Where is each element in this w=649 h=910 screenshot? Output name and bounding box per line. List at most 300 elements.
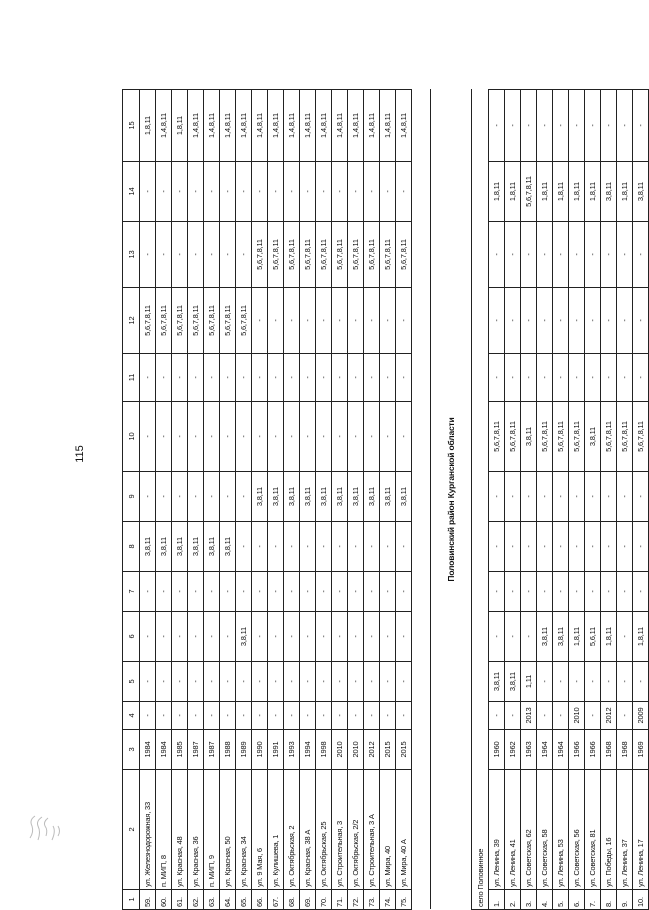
table-cell: -: [505, 222, 521, 288]
table-cell: -: [396, 612, 412, 662]
table-cell: 3,8,11: [521, 402, 537, 472]
table-cell: -: [268, 662, 284, 702]
table-cell: -: [332, 288, 348, 354]
column-number-15: 15: [123, 90, 140, 162]
table-cell: -: [569, 572, 585, 612]
table-cell: -: [633, 354, 649, 402]
address-cell: п. МИП, 8: [156, 770, 172, 890]
table-cell: -: [220, 662, 236, 702]
table-cell: 5,6,7,8,11: [380, 222, 396, 288]
column-number-8: 8: [123, 522, 140, 572]
table-cell: 1998: [316, 730, 332, 770]
address-cell: ул. Советская, 81: [585, 770, 601, 890]
table-cell: 75.: [396, 890, 412, 910]
table-cell: -: [300, 702, 316, 730]
table-cell: 1984: [140, 730, 156, 770]
table-cell: -: [489, 90, 505, 162]
table-cell: 3,8,11: [505, 662, 521, 702]
table-cell: -: [617, 572, 633, 612]
table-row: [316, 90, 332, 910]
table-row: [348, 90, 364, 910]
table-cell: -: [252, 702, 268, 730]
table-cell: -: [252, 522, 268, 572]
table-cell: -: [489, 522, 505, 572]
table-cell: -: [140, 402, 156, 472]
table-cell: 5,6,7,8,11: [172, 288, 188, 354]
table-cell: -: [521, 522, 537, 572]
table-cell: -: [300, 288, 316, 354]
table-cell: -: [364, 288, 380, 354]
table-cell: -: [396, 662, 412, 702]
table-cell: -: [617, 222, 633, 288]
table-cell: -: [633, 90, 649, 162]
table-row: [617, 90, 633, 910]
table-cell: -: [537, 90, 553, 162]
table-cell: 3,8,11: [489, 662, 505, 702]
address-cell: п. МИП, 9: [204, 770, 220, 890]
table-cell: -: [252, 162, 268, 222]
section-gap: [412, 90, 431, 910]
table-cell: -: [204, 162, 220, 222]
table-cell: -: [172, 472, 188, 522]
table-cell: -: [140, 354, 156, 402]
table-cell: -: [633, 522, 649, 572]
table-cell: 1,8,11: [537, 162, 553, 222]
table-cell: 59.: [140, 890, 156, 910]
housing-register-table: [122, 89, 649, 910]
table-cell: 1,4,8,11: [380, 90, 396, 162]
table-cell: -: [204, 612, 220, 662]
table-cell: 3,8,11: [537, 612, 553, 662]
table-cell: -: [348, 402, 364, 472]
table-cell: -: [252, 402, 268, 472]
table-cell: -: [380, 354, 396, 402]
table-cell: -: [601, 222, 617, 288]
table-cell: 5,6,7,8,11: [252, 222, 268, 288]
column-number-14: 14: [123, 162, 140, 222]
table-cell: -: [553, 288, 569, 354]
table-cell: -: [585, 288, 601, 354]
table-cell: 60.: [156, 890, 172, 910]
address-cell: ул. Красная, 36: [188, 770, 204, 890]
table-cell: 3,8,11: [284, 472, 300, 522]
table-cell: 1.: [489, 890, 505, 910]
table-cell: -: [188, 702, 204, 730]
table-row: [284, 90, 300, 910]
table-cell: -: [505, 702, 521, 730]
table-cell: -: [156, 402, 172, 472]
table-cell: -: [553, 572, 569, 612]
gap-cell: [412, 90, 431, 910]
table-cell: -: [316, 162, 332, 222]
table-cell: -: [188, 472, 204, 522]
table-cell: -: [236, 402, 252, 472]
district-heading-row: [431, 90, 472, 910]
column-number-7: 7: [123, 572, 140, 612]
table-cell: -: [316, 288, 332, 354]
address-cell: ул. Железнодорожная, 33: [140, 770, 156, 890]
table-row: [380, 90, 396, 910]
table-cell: -: [156, 662, 172, 702]
table-cell: 2012: [364, 730, 380, 770]
table-cell: 5,6,7,8,11: [537, 402, 553, 472]
table-cell: 5,6,11: [585, 612, 601, 662]
table-cell: -: [521, 354, 537, 402]
table-cell: -: [332, 662, 348, 702]
table-cell: 66.: [252, 890, 268, 910]
table-cell: 9.: [617, 890, 633, 910]
table-cell: -: [156, 354, 172, 402]
table-cell: 1987: [188, 730, 204, 770]
address-cell: ул. Ленина, 17: [633, 770, 649, 890]
table-cell: -: [569, 90, 585, 162]
table-cell: -: [617, 288, 633, 354]
table-cell: 1,8,11: [489, 162, 505, 222]
table-row: [252, 90, 268, 910]
table-cell: 2012: [601, 702, 617, 730]
table-cell: -: [380, 702, 396, 730]
table-cell: 3,8,11: [585, 402, 601, 472]
table-cell: 2010: [348, 730, 364, 770]
table-cell: -: [316, 572, 332, 612]
table-row: [268, 90, 284, 910]
table-cell: -: [601, 288, 617, 354]
table-cell: -: [300, 572, 316, 612]
table-cell: 65.: [236, 890, 252, 910]
table-cell: -: [505, 472, 521, 522]
table-cell: -: [505, 612, 521, 662]
table-cell: -: [380, 162, 396, 222]
table-cell: -: [300, 402, 316, 472]
table-cell: 1,4,8,11: [156, 90, 172, 162]
table-cell: -: [188, 662, 204, 702]
table-cell: 1989: [236, 730, 252, 770]
table-cell: -: [252, 612, 268, 662]
table-cell: -: [505, 288, 521, 354]
table-cell: -: [204, 402, 220, 472]
table-cell: -: [172, 354, 188, 402]
table-cell: -: [537, 522, 553, 572]
table-cell: -: [585, 522, 601, 572]
table-cell: -: [156, 612, 172, 662]
table-row: [521, 90, 537, 910]
address-cell: ул. 9 Мая, 6: [252, 770, 268, 890]
table-cell: -: [172, 612, 188, 662]
table-cell: -: [601, 90, 617, 162]
table-cell: -: [601, 572, 617, 612]
table-cell: -: [140, 162, 156, 222]
table-cell: -: [601, 354, 617, 402]
table-cell: -: [284, 522, 300, 572]
address-cell: ул. Октябрьская, 2/2: [348, 770, 364, 890]
table-cell: -: [537, 572, 553, 612]
table-cell: 5,6,7,8,11: [204, 288, 220, 354]
table-cell: 61.: [172, 890, 188, 910]
table-cell: 1,4,8,11: [364, 90, 380, 162]
table-cell: 1,4,8,11: [188, 90, 204, 162]
table-cell: -: [553, 222, 569, 288]
table-cell: -: [489, 222, 505, 288]
table-cell: -: [204, 354, 220, 402]
table-cell: -: [140, 222, 156, 288]
table-cell: -: [220, 612, 236, 662]
table-cell: -: [569, 662, 585, 702]
table-cell: 1,8,11: [569, 162, 585, 222]
column-number-5: 5: [123, 662, 140, 702]
table-cell: -: [601, 472, 617, 522]
table-cell: -: [553, 662, 569, 702]
table-cell: -: [284, 288, 300, 354]
table-cell: -: [332, 702, 348, 730]
table-cell: -: [380, 402, 396, 472]
table-cell: -: [396, 288, 412, 354]
table-cell: -: [521, 90, 537, 162]
table-cell: 5,6,7,8,11: [396, 222, 412, 288]
table-cell: 5,6,7,8,11: [505, 402, 521, 472]
table-row: [172, 90, 188, 910]
table-cell: -: [316, 354, 332, 402]
column-number-10: 10: [123, 402, 140, 472]
table-cell: 3,8,11: [188, 522, 204, 572]
table-cell: -: [537, 702, 553, 730]
address-cell: ул. Ленина, 37: [617, 770, 633, 890]
table-cell: -: [617, 522, 633, 572]
table-cell: 4.: [537, 890, 553, 910]
table-cell: 2013: [521, 702, 537, 730]
table-cell: -: [553, 472, 569, 522]
table-row: [188, 90, 204, 910]
table-cell: -: [585, 222, 601, 288]
table-cell: -: [569, 472, 585, 522]
table-cell: 3,8,11: [236, 612, 252, 662]
table-cell: -: [521, 572, 537, 612]
table-cell: 64.: [220, 890, 236, 910]
table-cell: 5,6,7,8,11: [156, 288, 172, 354]
table-cell: -: [364, 612, 380, 662]
table-cell: -: [348, 522, 364, 572]
table-cell: -: [204, 572, 220, 612]
table-cell: 3,8,11: [140, 522, 156, 572]
table-cell: -: [553, 90, 569, 162]
table-cell: -: [236, 162, 252, 222]
table-cell: 1988: [220, 730, 236, 770]
table-cell: 5,6,7,8,11: [569, 402, 585, 472]
table-cell: 5,6,7,8,11: [553, 402, 569, 472]
table-cell: -: [348, 354, 364, 402]
table-cell: 62.: [188, 890, 204, 910]
table-cell: 74.: [380, 890, 396, 910]
table-cell: -: [521, 612, 537, 662]
table-cell: 1964: [537, 730, 553, 770]
table-cell: 5,6,7,8,11: [284, 222, 300, 288]
table-cell: 5,6,7,8,11: [617, 402, 633, 472]
table-row: [236, 90, 252, 910]
table-cell: -: [236, 522, 252, 572]
table-cell: 1,4,8,11: [316, 90, 332, 162]
table-cell: 1,8,11: [601, 612, 617, 662]
table-cell: 68.: [284, 890, 300, 910]
table-cell: -: [364, 354, 380, 402]
table-row: [140, 90, 156, 910]
table-cell: -: [188, 612, 204, 662]
table-cell: -: [585, 90, 601, 162]
table-cell: 5,6,7,8,11: [236, 288, 252, 354]
table-cell: -: [156, 702, 172, 730]
table-cell: -: [521, 472, 537, 522]
table-cell: -: [521, 288, 537, 354]
table-cell: 1,8,11: [172, 90, 188, 162]
table-cell: -: [569, 354, 585, 402]
table-cell: -: [396, 402, 412, 472]
table-cell: 3.: [521, 890, 537, 910]
table-cell: -: [521, 222, 537, 288]
table-cell: -: [236, 572, 252, 612]
table-cell: -: [585, 662, 601, 702]
table-cell: -: [252, 662, 268, 702]
table-row: [220, 90, 236, 910]
table-cell: -: [156, 572, 172, 612]
table-cell: -: [489, 702, 505, 730]
table-cell: -: [204, 222, 220, 288]
table-cell: 72.: [348, 890, 364, 910]
table-cell: 5,6,7,8,11: [601, 402, 617, 472]
table-cell: 1,8,11: [569, 612, 585, 662]
table-cell: -: [284, 402, 300, 472]
table-cell: -: [284, 702, 300, 730]
table-cell: -: [172, 572, 188, 612]
table-cell: -: [156, 472, 172, 522]
table-cell: -: [537, 354, 553, 402]
table-cell: -: [236, 662, 252, 702]
table-cell: 5,6,7,8,11: [188, 288, 204, 354]
table-cell: -: [617, 472, 633, 522]
table-cell: -: [585, 702, 601, 730]
table-cell: -: [396, 702, 412, 730]
address-cell: ул. Строительная, 3: [332, 770, 348, 890]
table-cell: -: [380, 522, 396, 572]
table-cell: -: [300, 162, 316, 222]
table-cell: 5,6,7,8,11: [332, 222, 348, 288]
table-row: [601, 90, 617, 910]
table-cell: 1,4,8,11: [332, 90, 348, 162]
table-cell: 70.: [316, 890, 332, 910]
table-cell: -: [396, 572, 412, 612]
table-cell: -: [569, 288, 585, 354]
table-cell: -: [396, 354, 412, 402]
table-cell: 2015: [380, 730, 396, 770]
table-cell: 3,8,11: [364, 472, 380, 522]
table-cell: -: [172, 662, 188, 702]
column-number-4: 4: [123, 702, 140, 730]
table-cell: -: [633, 662, 649, 702]
table-row: [332, 90, 348, 910]
table-cell: -: [585, 472, 601, 522]
table-cell: 5,6,7,8,11: [268, 222, 284, 288]
table-cell: -: [633, 472, 649, 522]
table-cell: -: [348, 662, 364, 702]
table-cell: 5,6,7,8,11: [220, 288, 236, 354]
table-cell: 5,6,7,8,11: [364, 222, 380, 288]
table-row: [505, 90, 521, 910]
table-cell: 3,8,11: [633, 162, 649, 222]
table-cell: -: [220, 354, 236, 402]
table-cell: -: [284, 612, 300, 662]
table-cell: -: [220, 572, 236, 612]
table-cell: 1984: [156, 730, 172, 770]
table-cell: -: [220, 162, 236, 222]
table-cell: 5,6,7,8,11: [300, 222, 316, 288]
table-cell: 71.: [332, 890, 348, 910]
address-cell: ул. Кулишева, 1: [268, 770, 284, 890]
table-cell: 5,6,7,8,11: [316, 222, 332, 288]
table-cell: -: [489, 472, 505, 522]
table-cell: -: [617, 90, 633, 162]
column-number-6: 6: [123, 612, 140, 662]
table-cell: -: [380, 662, 396, 702]
table-cell: -: [140, 702, 156, 730]
table-cell: -: [268, 702, 284, 730]
table-cell: -: [252, 288, 268, 354]
table-cell: 5.: [553, 890, 569, 910]
table-cell: 1,4,8,11: [300, 90, 316, 162]
address-cell: ул. Советская, 58: [537, 770, 553, 890]
table-cell: 1964: [553, 730, 569, 770]
column-number-2: 2: [123, 770, 140, 890]
table-cell: -: [348, 612, 364, 662]
table-cell: -: [284, 662, 300, 702]
table-cell: 1960: [489, 730, 505, 770]
place-heading: село Половинное: [472, 90, 489, 910]
table-cell: 3,8,11: [172, 522, 188, 572]
table-cell: 3,8,11: [348, 472, 364, 522]
column-number-12: 12: [123, 288, 140, 354]
table-row: [396, 90, 412, 910]
table-cell: -: [489, 288, 505, 354]
table-cell: -: [236, 702, 252, 730]
column-number-3: 3: [123, 730, 140, 770]
table-cell: -: [140, 572, 156, 612]
table-cell: -: [236, 472, 252, 522]
table-cell: 2.: [505, 890, 521, 910]
table-cell: 1969: [633, 730, 649, 770]
page-number: 115: [74, 445, 86, 463]
table-cell: -: [300, 612, 316, 662]
table-cell: -: [489, 612, 505, 662]
table-cell: 1968: [617, 730, 633, 770]
table-cell: -: [268, 162, 284, 222]
table-cell: -: [316, 522, 332, 572]
table-cell: 1994: [300, 730, 316, 770]
table-cell: 1,8,11: [140, 90, 156, 162]
table-cell: 1,8,11: [505, 162, 521, 222]
table-cell: -: [537, 222, 553, 288]
address-cell: ул. Красная, 50: [220, 770, 236, 890]
table-cell: -: [505, 354, 521, 402]
table-cell: -: [332, 612, 348, 662]
table-cell: 3,8,11: [300, 472, 316, 522]
table-cell: 1,4,8,11: [348, 90, 364, 162]
district-heading: Половинский район Курганской области: [431, 90, 472, 910]
address-cell: ул. Ленина, 53: [553, 770, 569, 890]
table-cell: -: [188, 354, 204, 402]
address-cell: ул. Строительная, 3 А: [364, 770, 380, 890]
table-cell: -: [268, 354, 284, 402]
table-cell: 1,4,8,11: [284, 90, 300, 162]
table-cell: -: [332, 522, 348, 572]
address-cell: ул. Мира, 40 А: [396, 770, 412, 890]
table-cell: -: [316, 612, 332, 662]
table-cell: -: [156, 222, 172, 288]
